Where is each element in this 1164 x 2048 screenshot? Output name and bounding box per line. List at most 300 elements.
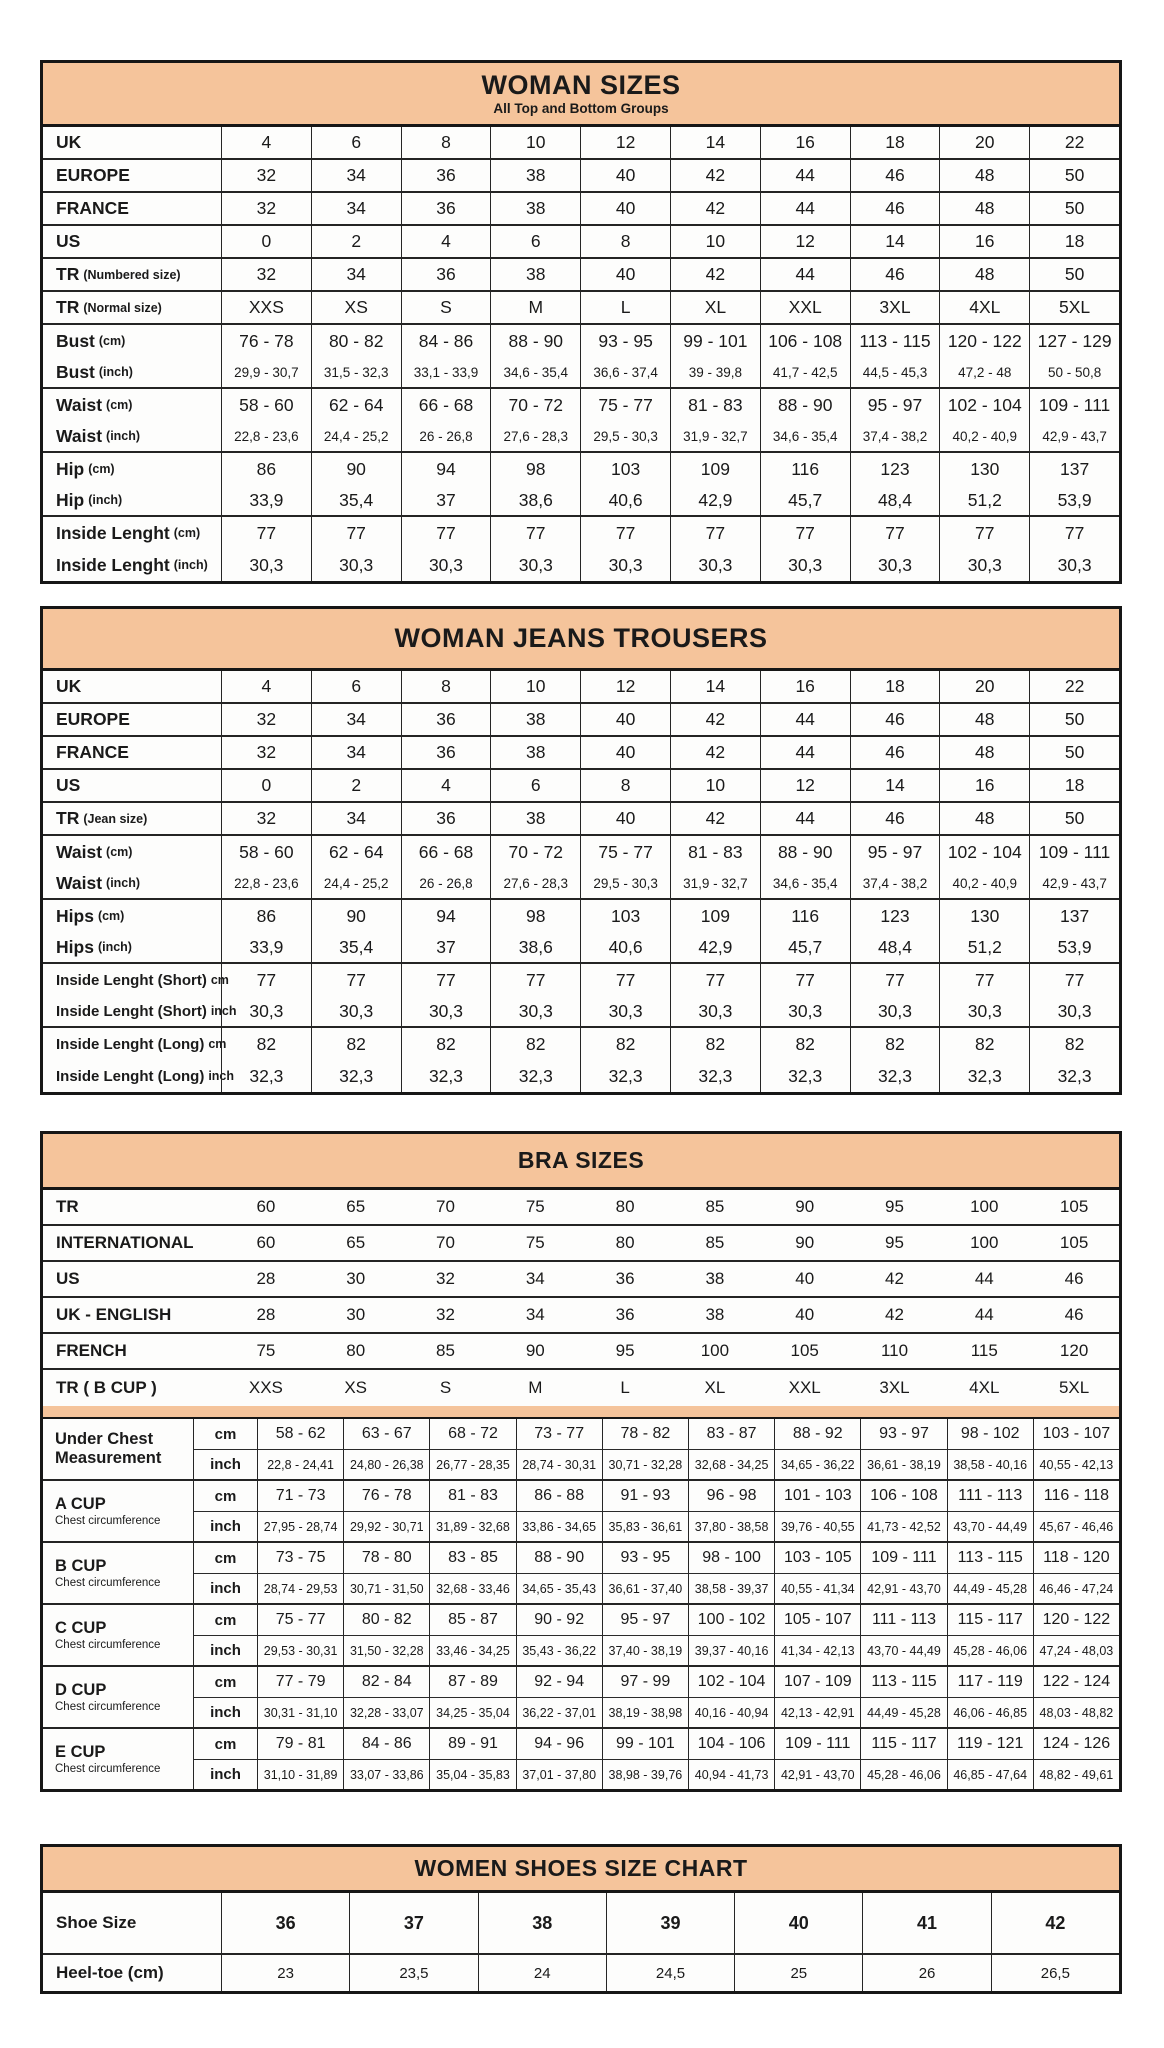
size-value: 137 xyxy=(1029,900,1119,932)
table-row xyxy=(43,517,1119,549)
size-value: 77 xyxy=(580,964,670,996)
size-value: 45,7 xyxy=(760,932,850,962)
size-value: 90 xyxy=(525,1341,545,1360)
table-row xyxy=(43,1060,1119,1092)
table-row xyxy=(43,770,1119,803)
size-value: 34 xyxy=(311,193,401,224)
size-value: 43,70 - 44,49 xyxy=(947,1511,1033,1541)
size-value: 102 - 104 xyxy=(688,1667,774,1697)
size-value: 109 - 111 xyxy=(1029,389,1119,421)
table-row xyxy=(43,964,1119,996)
size-value: M xyxy=(528,1378,543,1397)
size-value: 78 - 82 xyxy=(602,1419,688,1449)
size-value: 42,9 - 43,7 xyxy=(1029,421,1119,451)
size-value: 42 xyxy=(991,1893,1119,1953)
size-value: 93 - 95 xyxy=(602,1543,688,1573)
bra-sizes-conversion-rows xyxy=(43,1190,1119,1406)
row-label-text: Inside Lenght (Long) xyxy=(56,1035,205,1053)
size-value: 76 - 78 xyxy=(343,1481,429,1511)
size-value: 116 xyxy=(760,453,850,485)
size-value: 28,74 - 29,53 xyxy=(257,1573,343,1603)
table-row xyxy=(43,704,1119,737)
table-row xyxy=(43,1190,1119,1226)
size-value: 32,3 xyxy=(401,1060,491,1092)
row-label-unit: (cm) xyxy=(106,398,133,412)
size-value: 14 xyxy=(670,127,760,158)
cup-group-row xyxy=(43,1667,1119,1729)
row-label-unit: (inch) xyxy=(97,940,132,954)
row-label xyxy=(43,193,221,224)
row-label xyxy=(43,803,221,834)
size-value: L xyxy=(620,1378,630,1397)
row-label-text: Inside Lenght (Short) xyxy=(56,971,207,989)
size-value: 101 - 103 xyxy=(774,1481,860,1511)
size-value: 107 - 109 xyxy=(774,1667,860,1697)
table-row xyxy=(43,803,1119,836)
size-value: 86 - 88 xyxy=(516,1481,602,1511)
size-value: 82 xyxy=(760,1028,850,1060)
size-value: 34 xyxy=(311,803,401,834)
size-value: 90 xyxy=(795,1233,815,1252)
size-value: 48 xyxy=(939,193,1029,224)
row-label-text: Waist xyxy=(56,841,103,862)
size-value: 79 - 81 xyxy=(257,1729,343,1759)
row-label-unit: (inch) xyxy=(106,429,141,443)
table-row xyxy=(43,127,1119,160)
row-label-unit: (Numbered size) xyxy=(83,267,181,282)
row-label-text: UK xyxy=(56,676,82,696)
row-label xyxy=(43,671,221,702)
size-value: L xyxy=(580,292,670,323)
cup-group-subtitle: Chest circumference xyxy=(55,1700,161,1713)
size-value: 60 xyxy=(256,1233,276,1252)
size-value: 123 xyxy=(850,900,940,932)
size-value: 78 - 80 xyxy=(343,1543,429,1573)
size-value: 26 - 26,8 xyxy=(401,868,491,898)
size-value: 84 - 86 xyxy=(343,1729,429,1759)
unit-label: cm xyxy=(193,1543,257,1573)
row-label xyxy=(43,226,221,257)
size-value: 123 xyxy=(850,453,940,485)
size-value: 5XL xyxy=(1058,1378,1090,1397)
size-value: 95 - 97 xyxy=(850,836,940,868)
table-row xyxy=(43,421,1119,453)
size-value: XXL xyxy=(788,1378,821,1397)
size-value: 48 xyxy=(939,737,1029,768)
size-value: 95 xyxy=(615,1341,635,1360)
size-value: 30,3 xyxy=(670,996,760,1026)
row-label-unit: inch xyxy=(210,1004,237,1018)
size-value: 45,67 - 46,46 xyxy=(1033,1511,1119,1541)
row-label-unit: inch xyxy=(208,1069,235,1083)
size-value: XL xyxy=(670,292,760,323)
size-value: 33,46 - 34,25 xyxy=(429,1635,515,1665)
size-value: 84 - 86 xyxy=(401,325,491,357)
row-label-unit: (cm) xyxy=(106,845,133,859)
size-value: 34,65 - 36,22 xyxy=(774,1449,860,1479)
size-value: 103 - 107 xyxy=(1033,1419,1119,1449)
size-value: 63 - 67 xyxy=(343,1419,429,1449)
size-value: 38 xyxy=(490,803,580,834)
woman-sizes-table xyxy=(40,60,1122,584)
size-value: 82 xyxy=(490,1028,580,1060)
size-value: 88 - 90 xyxy=(516,1543,602,1573)
table-row xyxy=(43,325,1119,357)
row-label xyxy=(43,1893,221,1953)
size-value: 32 xyxy=(436,1305,455,1324)
size-value: 120 - 122 xyxy=(1033,1605,1119,1635)
size-value: 42 xyxy=(670,704,760,735)
table-row xyxy=(43,193,1119,226)
cup-group-name: A CUP xyxy=(55,1495,106,1514)
size-value: 31,5 - 32,3 xyxy=(311,357,401,387)
size-value: XL xyxy=(704,1378,726,1397)
row-label xyxy=(43,127,221,158)
size-value: 46,06 - 46,85 xyxy=(947,1697,1033,1727)
size-value: 77 xyxy=(670,964,760,996)
size-value: 37,01 - 37,80 xyxy=(516,1759,602,1789)
size-value: 98 xyxy=(490,453,580,485)
cup-group-subtitle: Chest circumference xyxy=(55,1576,161,1589)
size-value: 38,58 - 39,37 xyxy=(688,1573,774,1603)
size-value: 47,24 - 48,03 xyxy=(1033,1635,1119,1665)
size-value: 31,50 - 32,28 xyxy=(343,1635,429,1665)
row-label-unit: (cm) xyxy=(173,526,201,540)
size-value: 82 - 84 xyxy=(343,1667,429,1697)
size-value: 24,5 xyxy=(606,1955,734,1991)
row-label-text: UK xyxy=(56,132,82,152)
size-value: 32 xyxy=(221,737,311,768)
size-value: 32 xyxy=(436,1269,455,1288)
size-value: 32,68 - 33,46 xyxy=(429,1573,515,1603)
size-value: 42,91 - 43,70 xyxy=(774,1759,860,1789)
row-label-unit: cm xyxy=(208,1037,227,1051)
size-value: 38 xyxy=(705,1305,725,1324)
size-value: 30,3 xyxy=(670,549,760,581)
size-value: 16 xyxy=(939,770,1029,801)
size-value: 30,3 xyxy=(939,549,1029,581)
size-value: 75 - 77 xyxy=(257,1605,343,1635)
size-value: 46 xyxy=(850,193,940,224)
size-value: 30,3 xyxy=(1029,549,1119,581)
row-label-text: Heel-toe (cm) xyxy=(56,1963,164,1982)
size-value: 22,8 - 23,6 xyxy=(221,421,311,451)
size-value: 31,89 - 32,68 xyxy=(429,1511,515,1541)
size-value: 36 xyxy=(615,1305,635,1324)
size-value: 48 xyxy=(939,704,1029,735)
row-label xyxy=(43,160,221,191)
woman-jeans-trousers-title: WOMAN JEANS TROUSERS xyxy=(394,623,768,654)
size-value: 14 xyxy=(850,226,940,257)
size-value: 109 - 111 xyxy=(1029,836,1119,868)
size-value: 90 xyxy=(311,453,401,485)
size-value: 6 xyxy=(490,770,580,801)
size-value: 42 xyxy=(670,259,760,290)
cup-group-row xyxy=(43,1729,1119,1789)
bra-sizes-title: BRA SIZES xyxy=(517,1147,645,1174)
row-label xyxy=(43,259,221,290)
size-value: 37,4 - 38,2 xyxy=(850,868,940,898)
woman-sizes-title: WOMAN SIZES xyxy=(481,70,681,101)
size-value: 90 xyxy=(795,1197,815,1216)
size-value: 4XL xyxy=(969,1378,1000,1397)
size-value: 90 - 92 xyxy=(516,1605,602,1635)
size-value: 109 xyxy=(670,453,760,485)
size-value: 85 - 87 xyxy=(429,1605,515,1635)
bra-sizes-header xyxy=(43,1134,1119,1190)
cup-group-label xyxy=(43,1667,193,1727)
size-value: 30,3 xyxy=(490,996,580,1026)
size-value: 34,65 - 35,43 xyxy=(516,1573,602,1603)
row-label xyxy=(43,836,221,868)
size-value: 66 - 68 xyxy=(401,836,491,868)
row-label-text: TR xyxy=(56,808,80,828)
size-value: 32,3 xyxy=(221,1060,311,1092)
size-value: 42 xyxy=(885,1269,904,1288)
size-value: 34 xyxy=(311,160,401,191)
size-value: 80 - 82 xyxy=(343,1605,429,1635)
size-value: 40 xyxy=(734,1893,862,1953)
row-label xyxy=(43,737,221,768)
size-value: 6 xyxy=(311,671,401,702)
size-value: 65 xyxy=(346,1197,366,1216)
size-value: 38,19 - 38,98 xyxy=(602,1697,688,1727)
size-value: 29,9 - 30,7 xyxy=(221,357,311,387)
size-value: 77 xyxy=(939,964,1029,996)
woman-jeans-trousers-body xyxy=(43,671,1119,1092)
woman-sizes-header xyxy=(43,63,1119,127)
size-value: 82 xyxy=(580,1028,670,1060)
row-label xyxy=(43,1028,227,1060)
size-value: 48 xyxy=(939,259,1029,290)
size-value: 109 - 111 xyxy=(860,1543,946,1573)
size-value: 48,03 - 48,82 xyxy=(1033,1697,1119,1727)
size-value: 30,3 xyxy=(401,996,491,1026)
size-value: 39 - 39,8 xyxy=(670,357,760,387)
bra-cup-measurement-section xyxy=(43,1419,1119,1789)
size-value: 10 xyxy=(490,671,580,702)
size-value: 115 - 117 xyxy=(947,1605,1033,1635)
size-value: 42,9 xyxy=(670,932,760,962)
size-value: 105 - 107 xyxy=(774,1605,860,1635)
size-value: 94 - 96 xyxy=(516,1729,602,1759)
size-value: 44 xyxy=(760,259,850,290)
size-value: 36,61 - 38,19 xyxy=(860,1449,946,1479)
size-value: 26,77 - 28,35 xyxy=(429,1449,515,1479)
size-value: 42 xyxy=(885,1305,904,1324)
row-label xyxy=(43,453,221,485)
size-value: 105 xyxy=(1059,1197,1089,1216)
size-value: 27,6 - 28,3 xyxy=(490,868,580,898)
cup-group-name: E CUP xyxy=(55,1743,106,1762)
table-row xyxy=(43,1370,1119,1406)
size-value: 30,3 xyxy=(760,996,850,1026)
size-value: 124 - 126 xyxy=(1033,1729,1119,1759)
row-label-text: EUROPE xyxy=(56,709,130,729)
size-value: 58 - 62 xyxy=(257,1419,343,1449)
row-label-text: Hips xyxy=(56,936,94,957)
size-value: 75 xyxy=(256,1341,276,1360)
row-label xyxy=(43,292,221,323)
unit-label: inch xyxy=(193,1449,257,1479)
size-value: 33,86 - 34,65 xyxy=(516,1511,602,1541)
unit-label: cm xyxy=(193,1667,257,1697)
size-value: 77 xyxy=(939,517,1029,549)
size-value: 85 xyxy=(705,1197,725,1216)
row-label-text: TR ( B CUP ) xyxy=(56,1378,157,1397)
size-value: 77 xyxy=(1029,964,1119,996)
table-row xyxy=(43,259,1119,292)
row-label-text: Waist xyxy=(56,872,103,893)
size-value: 36 xyxy=(401,160,491,191)
cup-group-row xyxy=(43,1605,1119,1667)
size-value: 48 xyxy=(939,160,1029,191)
row-label xyxy=(43,1226,221,1260)
row-label xyxy=(43,770,221,801)
size-value: 62 - 64 xyxy=(311,836,401,868)
size-value: 46 xyxy=(850,160,940,191)
size-value: 30,71 - 31,50 xyxy=(343,1573,429,1603)
size-value: 106 - 108 xyxy=(760,325,850,357)
size-value: 30 xyxy=(346,1305,366,1324)
size-value: 85 xyxy=(436,1341,455,1360)
size-value: 8 xyxy=(580,770,670,801)
size-value: 30,3 xyxy=(939,996,1029,1026)
size-value: 32 xyxy=(221,803,311,834)
size-value: 3XL xyxy=(879,1378,910,1397)
size-value: 103 - 105 xyxy=(774,1543,860,1573)
size-value: 23 xyxy=(221,1955,349,1991)
size-value: 109 xyxy=(670,900,760,932)
size-value: 2 xyxy=(311,770,401,801)
size-value: 120 - 122 xyxy=(939,325,1029,357)
size-value: 38 xyxy=(490,259,580,290)
size-value: 29,92 - 30,71 xyxy=(343,1511,429,1541)
row-label-text: US xyxy=(56,1269,80,1288)
size-value: 50 xyxy=(1029,160,1119,191)
size-value: 77 xyxy=(311,517,401,549)
size-value: 33,07 - 33,86 xyxy=(343,1759,429,1789)
size-value: 50 xyxy=(1029,193,1119,224)
size-value: 30,3 xyxy=(760,549,850,581)
size-value: 32,3 xyxy=(1029,1060,1119,1092)
row-label-unit: (inch) xyxy=(98,365,133,379)
size-value: 30,3 xyxy=(221,996,311,1026)
row-label-unit: (inch) xyxy=(88,493,123,507)
size-value: 36 xyxy=(401,737,491,768)
size-value: 32,3 xyxy=(670,1060,760,1092)
size-value: 38,98 - 39,76 xyxy=(602,1759,688,1789)
size-value: 36,22 - 37,01 xyxy=(516,1697,602,1727)
size-value: 36 xyxy=(221,1893,349,1953)
cup-group-label xyxy=(43,1481,193,1541)
size-value: 6 xyxy=(311,127,401,158)
table-row xyxy=(43,996,1119,1028)
size-value: 12 xyxy=(580,671,670,702)
size-value: 30,3 xyxy=(490,549,580,581)
size-value: 42 xyxy=(670,803,760,834)
row-label-text: Inside Lenght (Short) xyxy=(56,1002,207,1020)
size-value: 77 xyxy=(850,517,940,549)
size-value: 76 - 78 xyxy=(221,325,311,357)
size-value: 68 - 72 xyxy=(429,1419,515,1449)
size-value: 38,58 - 40,16 xyxy=(947,1449,1033,1479)
row-label xyxy=(43,1190,221,1224)
row-label-text: INTERNATIONAL xyxy=(56,1233,194,1252)
size-value: 77 xyxy=(221,964,311,996)
unit-label: inch xyxy=(193,1573,257,1603)
unit-label: cm xyxy=(193,1729,257,1759)
size-value: 12 xyxy=(760,226,850,257)
size-value: XXS xyxy=(221,292,311,323)
size-value: 50 xyxy=(1029,803,1119,834)
size-value: 34 xyxy=(525,1305,545,1324)
size-value: 45,28 - 46,06 xyxy=(860,1759,946,1789)
size-value: 24,80 - 26,38 xyxy=(343,1449,429,1479)
size-value: 70 xyxy=(436,1233,455,1252)
size-value: 41,7 - 42,5 xyxy=(760,357,850,387)
size-value: 44 xyxy=(760,193,850,224)
size-value: 32,3 xyxy=(490,1060,580,1092)
row-label-unit: (cm) xyxy=(97,909,125,923)
size-value: 39,37 - 40,16 xyxy=(688,1635,774,1665)
size-value: 95 - 97 xyxy=(602,1605,688,1635)
size-value: XS xyxy=(344,1378,368,1397)
size-value: 34,6 - 35,4 xyxy=(760,868,850,898)
size-value: 50 xyxy=(1029,259,1119,290)
table-row xyxy=(43,1028,1119,1060)
size-value: 34,6 - 35,4 xyxy=(760,421,850,451)
size-value: 113 - 115 xyxy=(850,325,940,357)
table-row xyxy=(43,671,1119,704)
size-value: 32,3 xyxy=(850,1060,940,1092)
size-value: 130 xyxy=(939,900,1029,932)
size-value: 38 xyxy=(490,704,580,735)
row-label xyxy=(43,389,221,421)
unit-label: inch xyxy=(193,1635,257,1665)
size-value: 75 xyxy=(525,1233,545,1252)
size-value: 91 - 93 xyxy=(602,1481,688,1511)
size-value: 38 xyxy=(705,1269,725,1288)
size-value: 34 xyxy=(311,704,401,735)
table-row xyxy=(43,737,1119,770)
size-value: 22,8 - 24,41 xyxy=(257,1449,343,1479)
women-shoes-size-chart-table xyxy=(40,1844,1122,1994)
size-value: XS xyxy=(311,292,401,323)
size-value: 28,74 - 30,31 xyxy=(516,1449,602,1479)
size-value: 33,9 xyxy=(221,932,311,962)
size-value: 50 xyxy=(1029,737,1119,768)
size-value: 14 xyxy=(670,671,760,702)
size-value: 32 xyxy=(221,193,311,224)
row-label xyxy=(43,1298,221,1332)
size-value: 38,6 xyxy=(490,485,580,515)
size-value: 80 xyxy=(615,1233,635,1252)
size-value: 40 xyxy=(580,193,670,224)
size-value: 22 xyxy=(1029,671,1119,702)
size-value: 34 xyxy=(311,259,401,290)
size-value: 45,7 xyxy=(760,485,850,515)
table-row xyxy=(43,1334,1119,1370)
size-value: 40,6 xyxy=(580,485,670,515)
size-value: 99 - 101 xyxy=(602,1729,688,1759)
size-value: 18 xyxy=(1029,226,1119,257)
size-value: 73 - 77 xyxy=(516,1419,602,1449)
size-value: 70 xyxy=(436,1197,455,1216)
row-label xyxy=(43,517,221,549)
size-value: 116 - 118 xyxy=(1033,1481,1119,1511)
size-value: 46,85 - 47,64 xyxy=(947,1759,1033,1789)
